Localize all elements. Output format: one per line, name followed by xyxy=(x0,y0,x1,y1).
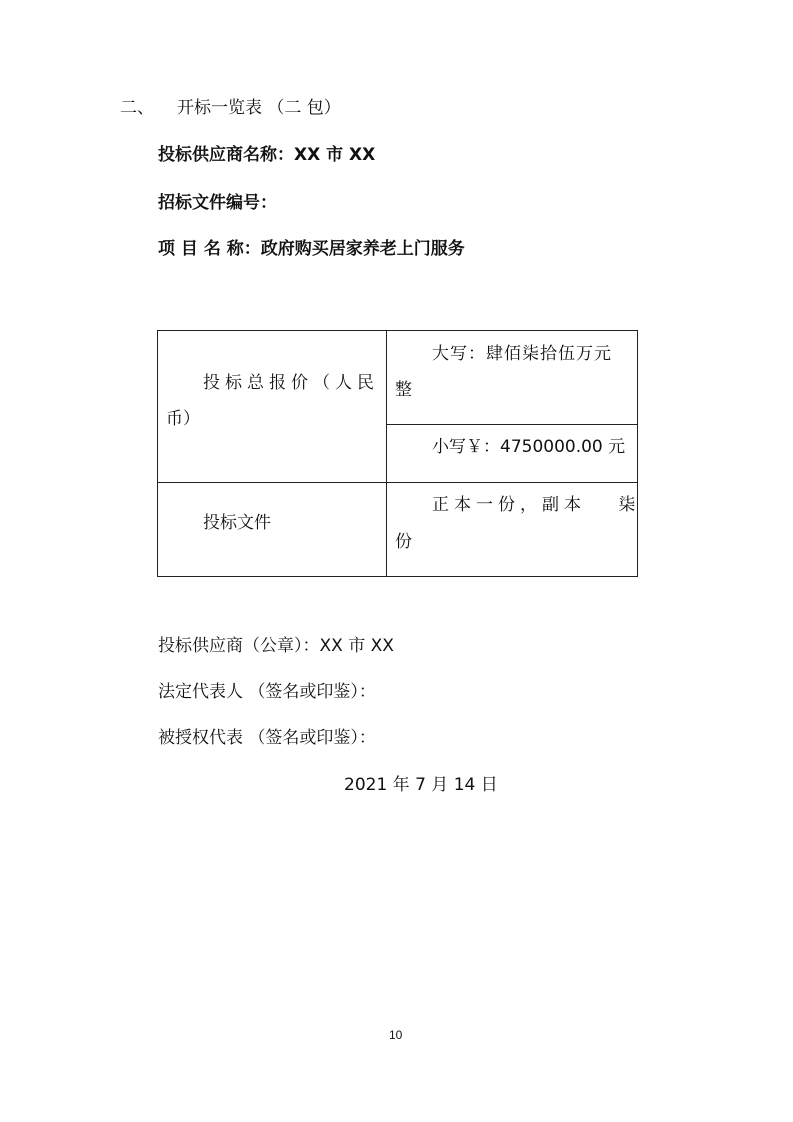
legal-representative: 法定代表人 （签名或印鉴）： xyxy=(158,682,376,702)
price-label: 投标总报价（人民 xyxy=(203,373,379,393)
price-upper: 大写：肆佰柒拾伍万元 xyxy=(432,344,612,364)
date: 2021 年 7 月 14 日 xyxy=(344,775,498,795)
authorized-representative: 被授权代表 （签名或印鉴）： xyxy=(158,728,376,748)
heading-number: 二、 xyxy=(120,98,154,118)
project-name: 项 目 名 称：政府购买居家养老上门服务 xyxy=(158,239,465,259)
price-upper-cont: 整 xyxy=(395,380,412,400)
docs-value-cont: 份 xyxy=(395,532,412,552)
page-number: 10 xyxy=(389,1028,403,1042)
supplier-name: 投标供应商名称：XX 市 XX xyxy=(158,145,376,165)
supplier-seal: 投标供应商（公章）：XX 市 XX xyxy=(158,636,394,656)
tender-number: 招标文件编号： xyxy=(158,193,277,213)
docs-value: 正本一份，副本 柒 xyxy=(432,495,641,515)
docs-label: 投标文件 xyxy=(203,513,271,533)
heading-title: 开标一览表 （二 包） xyxy=(177,98,341,118)
price-lower: 小写￥：4750000.00 元 xyxy=(432,437,626,457)
price-label-cont: 币） xyxy=(166,409,200,429)
